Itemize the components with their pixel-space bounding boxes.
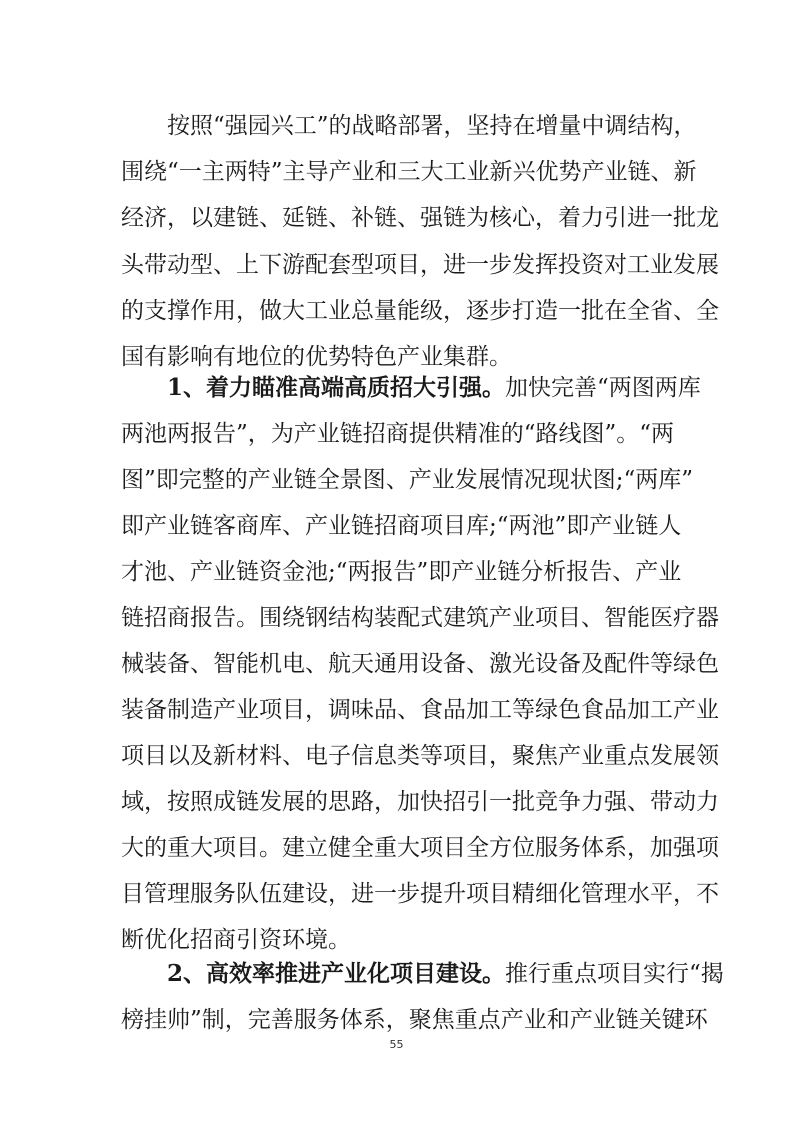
paragraph-1-line-5: 的支撑作用，做大工业总量能级，逐步打造一批在全省、全 [121, 298, 719, 324]
paragraph-2-line-5: 才池、产业链资金池;“两报告”即产业链分析报告、产业 [121, 559, 682, 585]
paragraph-3-line-1 [121, 954, 724, 994]
page-number: 55 [389, 1038, 404, 1051]
paragraph-2-line-4: 即产业链客商库、产业链招商项目库;“两池”即产业链人 [121, 513, 682, 539]
paragraph-2-line-3: 图”即完整的产业链全景图、产业发展情况现状图;“两库” [121, 467, 694, 493]
paragraph-1-line-1: 按照“强园兴工”的战略部署，坚持在增量中调结构， [167, 113, 697, 139]
paragraph-2-line-2: 两池两报告”，为产业链招商提供精准的“路线图”。“两 [121, 421, 675, 447]
paragraph-2-line-1 [121, 368, 701, 408]
paragraph-3-line-1-text: 推行重点项目实行“揭 [505, 961, 724, 987]
paragraph-2-line-6: 链招商报告。围绕钢结构装配式建筑产业项目、智能医疗器 [121, 605, 719, 631]
paragraph-1-line-2: 围绕“一主两特”主导产业和三大工业新兴优势产业链、新 [121, 159, 697, 185]
section-heading-1: 1、着力瞄准高端高质招大引强。 [167, 374, 506, 401]
paragraph-1-line-6: 国有影响有地位的优势特色产业集群。 [121, 344, 512, 370]
paragraph-2-line-10: 域，按照成链发展的思路，加快招引一批竞争力强、带动力 [121, 789, 719, 815]
paragraph-2-line-11: 大的重大项目。建立健全重大项目全方位服务体系，加强项 [121, 835, 719, 861]
paragraph-2-line-8: 装备制造产业项目，调味品、食品加工等绿色食品加工产业 [121, 697, 719, 723]
paragraph-2-line-13: 断优化招商引资环境。 [121, 927, 351, 953]
paragraph-2-line-7: 械装备、智能机电、航天通用设备、激光设备及配件等绿色 [121, 651, 719, 677]
section-heading-2: 2、高效率推进产业化项目建设。 [167, 960, 506, 987]
paragraph-1-line-3: 经济，以建链、延链、补链、强链为核心，着力引进一批龙 [121, 205, 719, 231]
paragraph-1-line-4: 头带动型、上下游配套型项目，进一步发挥投资对工业发展 [121, 252, 719, 278]
paragraph-3-line-2: 榜挂帅”制，完善服务体系，聚焦重点产业和产业链关键环 [121, 1007, 708, 1033]
paragraph-2-line-12: 目管理服务队伍建设，进一步提升项目精细化管理水平，不 [121, 881, 719, 907]
paragraph-2-line-9: 项目以及新材料、电子信息类等项目，聚焦产业重点发展领 [121, 743, 719, 769]
paragraph-2-line-1-text: 加快完善“两图两库 [505, 375, 701, 401]
